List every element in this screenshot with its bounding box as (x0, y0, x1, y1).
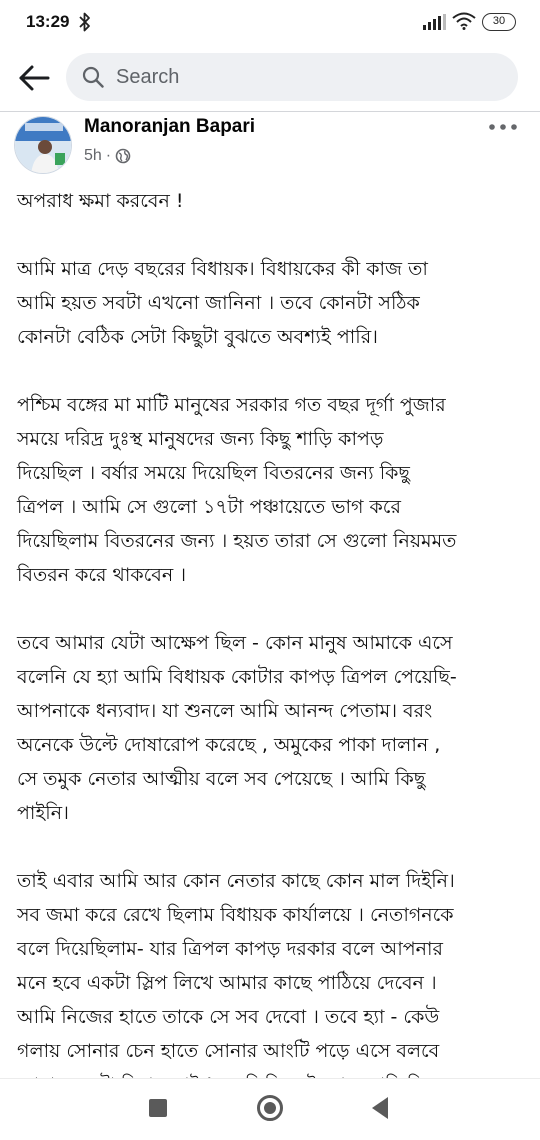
post-line: তবে আমার যেটা আক্ষেপ ছিল - কোন মানুষ আমাকে এসে (17, 632, 453, 654)
post-line: গলায় সোনার চেন হাতে সোনার আংটি পড়ে এসে বলবে (17, 1040, 440, 1062)
globe-icon (115, 148, 131, 164)
post-line: মনে হবে একটা স্লিপ লিখে আমার কাছে পাঠিয়ে দেবেন । (17, 972, 437, 994)
battery-level: 30 (492, 15, 506, 27)
post-line: অনেকে উল্টে দোষারোপ করেছে , অমুকের পাকা দালান , (17, 734, 441, 756)
post-line: দিয়েছিলাম বিতরনের জন্য । হয়ত তারা সে গুলো নিয়মমত (17, 530, 457, 552)
post-line: তাই এবার আমি আর কোন নেতার কাছে কোন মাল দিইনি। (17, 870, 455, 892)
status-bar (0, 0, 540, 44)
post-line: আমি হয়ত সবটা এখনো জানিনা । তবে কোনটা সঠিক (17, 292, 420, 314)
post-line: সে তমুক নেতার আত্মীয় বলে সব পেয়েছে । আমি কিছু (17, 768, 426, 790)
arrow-left-icon (18, 64, 50, 92)
post-header (0, 112, 540, 178)
author-avatar[interactable] (14, 116, 72, 174)
more-options-button[interactable] (486, 116, 520, 138)
bluetooth-icon (78, 11, 92, 33)
post-line: বিতরন করে থাকবেন । (17, 564, 187, 586)
post-line: আপনাকে ধন্যবাদ। যা শুনলে আমি আনন্দ পেতাম। বরং (17, 700, 433, 722)
signal-icon (422, 14, 446, 30)
post-line: সব জমা করে রেখে ছিলাম বিধায়ক কার্যালয়ে । নেতাগনকে (17, 904, 454, 926)
wifi-icon (452, 12, 476, 30)
status-time: 13:29 (26, 12, 70, 31)
back-button[interactable] (12, 56, 56, 100)
top-bar (0, 48, 540, 108)
search-input[interactable] (116, 53, 506, 101)
author-name[interactable]: Manoranjan Bapari (84, 116, 256, 137)
post-line: পশ্চিম বঙ্গের মা মাটি মানুষের সরকার গত বছর দূর্গা পুজার (17, 394, 446, 416)
post-line: ত্রিপল । আমি সে গুলো ১৭টা পঞ্চায়েতে ভাগ করে (17, 496, 401, 518)
avatar-image (15, 117, 72, 174)
post-line: আমি নিজের হাতে তাকে সে সব দেবো । তবে হ্যা - কেউ (17, 1006, 440, 1028)
post-line: সময়ে দরিদ্র দুঃস্থ মানুষদের জন্য কিছু শাড়ি কাপড় (17, 428, 384, 450)
post-line: কোনটা বেঠিক সেটা কিছুটা বুঝতে অবশ্যই পারি। (17, 326, 378, 348)
post-time[interactable]: 5h (84, 147, 102, 164)
battery-icon (482, 13, 516, 31)
home-circle-icon[interactable] (257, 1095, 283, 1121)
post-line: আমি মাত্র দেড় বছরের বিধায়ক। বিধায়কের কী কাজ তা (17, 258, 428, 280)
post-paragraph (17, 626, 529, 830)
post-line: অপরাধ ক্ষমা করবেন ! (17, 190, 184, 212)
post-line: পাইনি। (17, 802, 69, 824)
post-paragraph (17, 252, 529, 354)
more-horizontal-icon (488, 123, 518, 131)
post-meta (84, 145, 131, 167)
search-box[interactable] (66, 53, 518, 101)
post-body (17, 184, 529, 1140)
post-line: দিয়েছিল । বর্ষার সময়ে দিয়েছিল বিতরনের জন্য কিছু (17, 462, 410, 484)
back-triangle-icon[interactable] (372, 1097, 388, 1119)
system-nav-bar (0, 1078, 540, 1140)
meta-separator: · (105, 147, 112, 164)
post-paragraph (17, 184, 529, 218)
post-line: বলেনি যে হ্যা আমি বিধায়ক কোটার কাপড় ত্রিপল পেয়েছি- (17, 666, 457, 688)
search-icon (82, 66, 104, 88)
recents-square-icon[interactable] (149, 1099, 167, 1117)
post-line: বলে দিয়েছিলাম- যার ত্রিপল কাপড় দরকার বলে আপনার (17, 938, 443, 960)
post-paragraph (17, 388, 529, 592)
home-circle-inner (264, 1102, 276, 1114)
